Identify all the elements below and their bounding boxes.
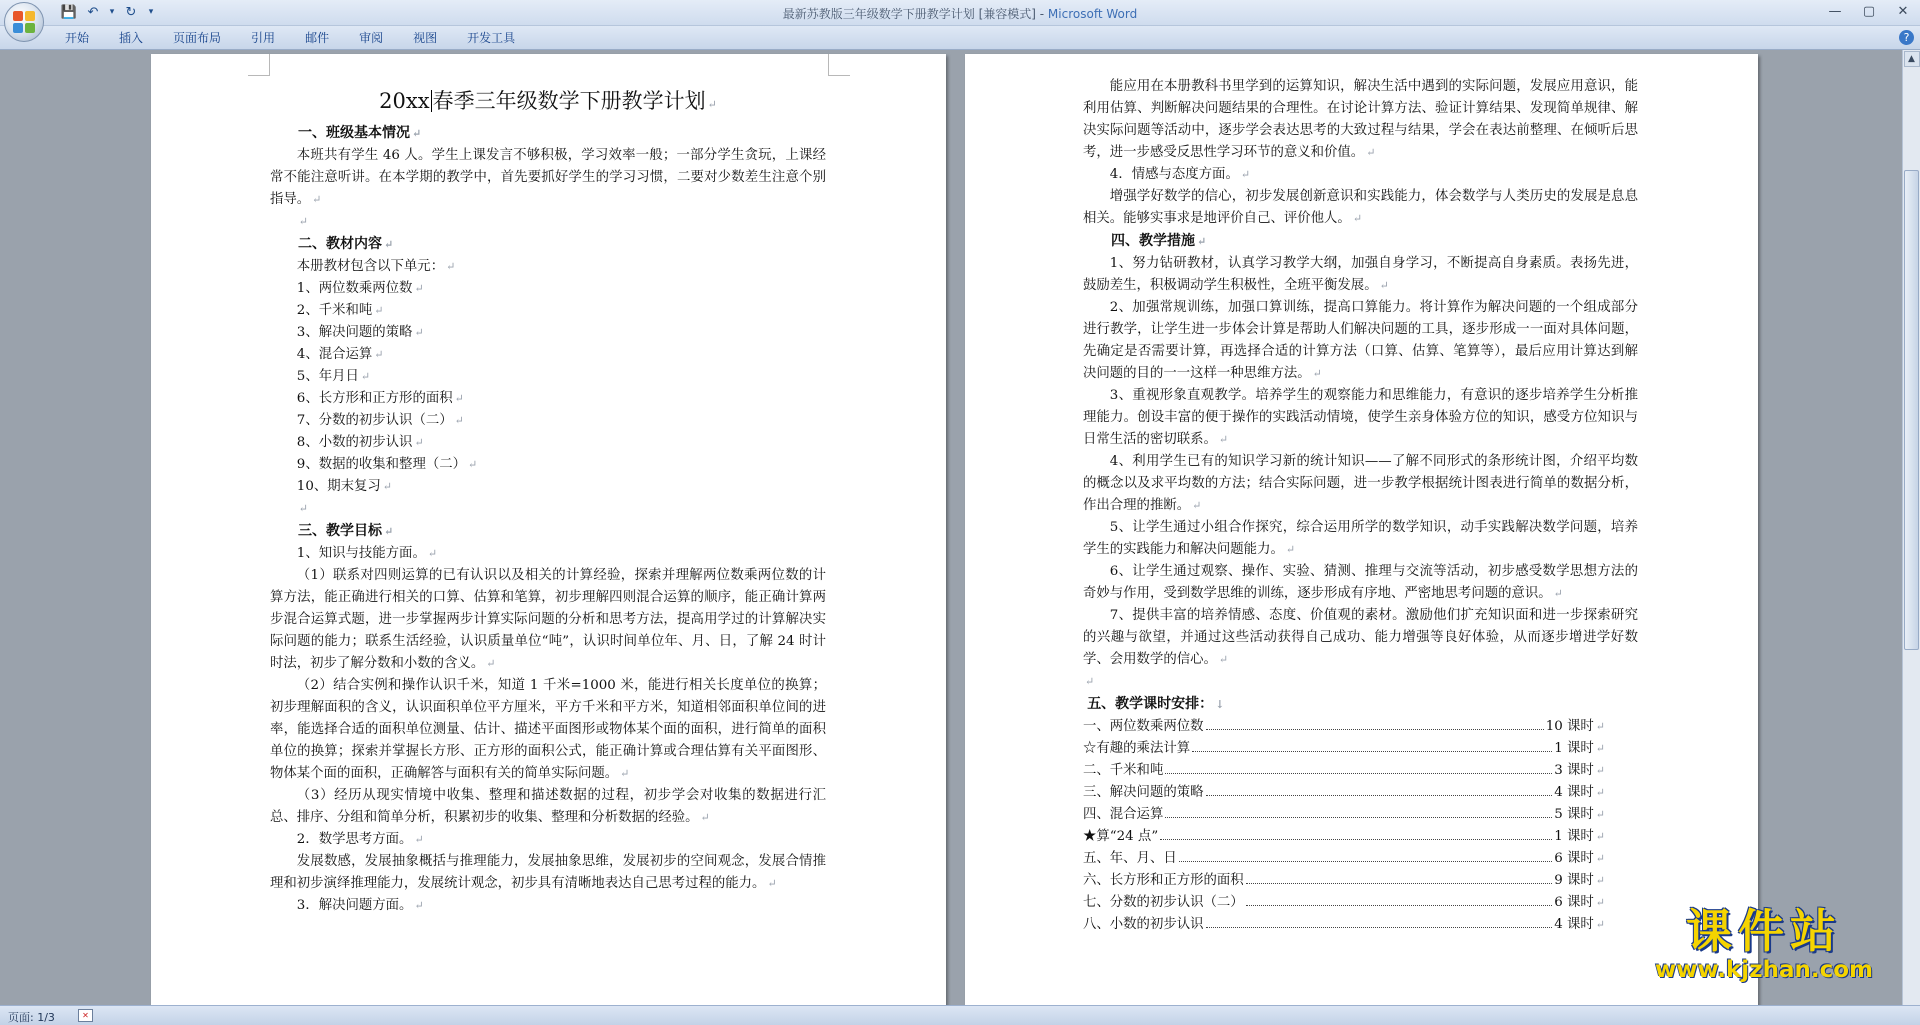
list-item: 7、提供丰富的培养情感、态度、价值观的素材。激励他们扩充知识面和进一步探索研究的兴趣与欲望，并通过这些活动获得自己成功、能力增强等良好体验，从而逐步增进学好数学、会用数学的信心。 ↵ — [1083, 608, 1638, 667]
list-item: 1、两位数乘两位数 ↵ — [296, 281, 424, 296]
page-indicator[interactable]: 页面: 1/3 — [8, 1011, 55, 1024]
document-page-1[interactable] — [151, 54, 946, 1014]
tab-page-layout[interactable]: 页面布局 — [173, 31, 222, 45]
watermark-logo — [1644, 905, 1884, 983]
heading-year: 20xx — [379, 89, 430, 113]
maximize-button[interactable]: ▢ — [1862, 3, 1876, 19]
paragraph: （2）结合实例和操作认识千米，知道 1 千米=1000 米，能进行相关长度单位的换算；初步理解面积的含义，认识面积单位平方厘米，平方千米和平方米，知道相邻面积单位间的进率，能选择合适的面积单位测量、估计、描述平面图形或物体某个面的面积，进行简单的面积单位的换算；探索并掌握长方形、正方形的面积公式，能正确计算或合理估算有关平面图形、物体某个面的面积，正确解答与面积有关的简单实际问题。 ↵ — [270, 678, 826, 781]
schedule-row: 六、长方形和正方形的面积 9 课时 ↵ — [1083, 873, 1605, 888]
minimize-button[interactable]: — — [1828, 3, 1842, 19]
tab-review[interactable]: 审阅 — [359, 31, 384, 45]
paragraph: 4．情感与态度方面。 ↵ — [1109, 167, 1251, 182]
tab-mailings[interactable]: 邮件 — [305, 31, 330, 45]
list-item: 7、分数的初步认识（二） ↵ — [296, 413, 464, 428]
tab-home[interactable]: 开始 — [65, 31, 90, 45]
undo-dropdown-icon[interactable]: ▾ — [109, 7, 115, 17]
schedule-row: 三、解决问题的策略 4 课时 ↵ — [1083, 785, 1605, 800]
empty-paragraph: ↵ — [298, 502, 309, 515]
section-heading: 一、班级基本情况 ↵ — [298, 125, 422, 141]
list-item: 8、小数的初步认识 ↵ — [296, 435, 424, 450]
paragraph: 本册教材包含以下单元： ↵ — [296, 259, 456, 274]
customize-toolbar-icon[interactable]: ▾ — [148, 7, 154, 17]
page-1-content — [270, 84, 826, 917]
schedule-row: 七、分数的初步认识（二） 6 课时 ↵ — [1083, 895, 1605, 910]
ribbon — [0, 26, 1920, 50]
tab-developer[interactable]: 开发工具 — [467, 31, 516, 45]
paragraph: 2．数学思考方面。 ↵ — [296, 832, 424, 847]
section-heading: 三、教学目标 ↵ — [298, 523, 394, 539]
status-bar — [0, 1005, 1920, 1025]
undo-icon[interactable]: ↶ — [87, 4, 99, 20]
office-button[interactable] — [4, 2, 44, 42]
schedule-row: 八、小数的初步认识 4 课时 ↵ — [1083, 917, 1605, 932]
window-controls — [1818, 0, 1920, 22]
redo-icon[interactable]: ↻ — [125, 4, 137, 20]
list-item: 3、重视形象直观教学。培养学生的观察能力和思维能力，有意识的逐步培养学生分析推理能力。创设丰富的便于操作的实践活动情境，使学生亲身体验方位的知识，感受方位知识与日常生活的密切联系。 ↵ — [1083, 388, 1638, 447]
help-icon[interactable]: ? — [1899, 30, 1914, 45]
section-heading: 五、教学课时安排： ↓ — [1087, 696, 1225, 712]
list-item: 1、努力钻研教材，认真学习教学大纲，加强自身学习，不断提高自身素质。表扬先进，鼓励差生，积极调动学生积极性，全班平衡发展。 ↵ — [1083, 256, 1638, 293]
page-2-content — [1083, 76, 1638, 936]
empty-paragraph: ↵ — [298, 215, 309, 228]
list-item: 2、加强常规训练，加强口算训练，提高口算能力。将计算作为解决问题的一个组成部分进行教学，让学生进一步体会计算是帮助人们解决问题的工具，逐步形成一一面对具体问题，先确定是否需要计算，再选择合适的计算方法（口算、估算、笔算等），最后应用计算达到解决问题的目的一一这样一种思维方法。 ↵ — [1083, 300, 1638, 381]
schedule-row: 一、两位数乘两位数 10 课时 ↵ — [1083, 719, 1605, 734]
ribbon-tabs — [50, 30, 530, 46]
paragraph: 3．解决问题方面。 ↵ — [296, 898, 424, 913]
section-heading: 四、教学措施 ↵ — [1111, 233, 1207, 249]
heading-text: 春季三年级数学下册教学计划 — [432, 89, 706, 113]
margin-corner-mark — [248, 54, 270, 76]
document-workspace[interactable] — [0, 50, 1902, 1005]
app-name: Microsoft Word — [1047, 7, 1138, 21]
close-button[interactable]: ✕ — [1897, 3, 1909, 19]
document-title: 最新苏教版三年级数学下册教学计划 [兼容模式] - — [782, 7, 1048, 21]
list-item: 6、长方形和正方形的面积 ↵ — [296, 391, 464, 406]
list-item: 9、数据的收集和整理（二） ↵ — [296, 457, 478, 472]
tab-insert[interactable]: 插入 — [119, 31, 144, 45]
paragraph: 本班共有学生 46 人。学生上课发言不够积极，学习效率一般；一部分学生贪玩，上课经常不能注意听讲。在本学期的教学中，首先要抓好学生的学习习惯，二要对少数差生注意个别指导。 ↵ — [270, 148, 826, 207]
schedule-row: 二、千米和吨 3 课时 ↵ — [1083, 763, 1605, 778]
list-item: 10、期末复习 ↵ — [296, 479, 393, 494]
document-heading: 20xx 春季三年级数学下册教学计划 ↵ — [379, 89, 717, 113]
section-heading: 二、教材内容 ↵ — [298, 236, 394, 252]
watermark-name: 课件站 — [1686, 904, 1842, 958]
scroll-up-icon[interactable]: ▲ — [1904, 51, 1920, 67]
watermark-url: www.kjzhan.com — [1655, 957, 1873, 983]
vertical-scrollbar[interactable] — [1902, 50, 1920, 1005]
margin-corner-mark — [828, 54, 850, 76]
paragraph: 1、知识与技能方面。 ↵ — [296, 546, 438, 561]
schedule-row: 五、年、月、日 6 课时 ↵ — [1083, 851, 1605, 866]
paragraph: 发展数感，发展抽象概括与推理能力，发展抽象思维，发展初步的空间观念，发展合情推理和初步演绎推理能力，发展统计观念，初步具有清晰地表达自己思考过程的能力。 ↵ — [270, 854, 826, 891]
text-cursor — [431, 90, 432, 112]
empty-paragraph: ↵ — [1085, 675, 1095, 688]
list-item: 4、利用学生已有的知识学习新的统计知识——了解不同形式的条形统计图，介绍平均数的概念以及求平均数的方法；结合实际问题，进一步教学根据统计图表进行简单的数据分析，作出合理的推断。 ↵ — [1083, 454, 1638, 513]
list-item: 5、年月日 ↵ — [296, 369, 371, 384]
scrollbar-thumb[interactable] — [1904, 170, 1919, 650]
schedule-row: ☆有趣的乘法计算 1 课时 ↵ — [1083, 741, 1605, 756]
list-item: 6、让学生通过观察、操作、实验、猜测、推理与交流等活动，初步感受数学思想方法的奇妙与作用，受到数学思维的训练，逐步形成有序地、严密地思考问题的意识。 ↵ — [1083, 564, 1638, 601]
office-logo-icon — [13, 11, 35, 33]
tab-view[interactable]: 视图 — [413, 31, 438, 45]
list-item: 3、解决问题的策略 ↵ — [296, 325, 424, 340]
schedule-row: 四、混合运算 5 课时 ↵ — [1083, 807, 1605, 822]
list-item: 5、让学生通过小组合作探究，综合运用所学的数学知识，动手实践解决数学问题，培养学生的实践能力和解决问题能力。 ↵ — [1083, 520, 1638, 557]
proofing-icon[interactable]: ✕ — [78, 1009, 93, 1022]
paragraph: （3）经历从现实情境中收集、整理和描述数据的过程，初步学会对收集的数据进行汇总、排序、分组和简单分析，积累初步的收集、整理和分析数据的经验。 ↵ — [270, 788, 826, 825]
document-page-2[interactable] — [965, 54, 1758, 1014]
paragraph: 增强学好数学的信心，初步发展创新意识和实践能力，体会数学与人类历史的发展是息息相关。能够实事求是地评价自己、评价他人。 ↵ — [1083, 189, 1638, 226]
list-item: 4、混合运算 ↵ — [296, 347, 384, 362]
save-icon[interactable]: 💾 — [60, 4, 78, 20]
paragraph: 能应用在本册教科书里学到的运算知识，解决生活中遇到的实际问题，发展应用意识，能利用估算、判断解决问题结果的合理性。在讨论计算方法、验证计算结果、发现简单规律、解决实际问题等活动中，逐步学会表达思考的大致过程与结果，学会在表达前整理、在倾听后思考，进一步感受反思性学习环节的意义和价值。 ↵ — [1083, 79, 1638, 160]
list-item: 2、千米和吨 ↵ — [296, 303, 384, 318]
schedule-row: ★算“24 点” 1 课时 ↵ — [1083, 829, 1605, 844]
tab-references[interactable]: 引用 — [251, 31, 276, 45]
window-title — [0, 5, 1920, 22]
paragraph: （1）联系对四则运算的已有认识以及相关的计算经验，探索并理解两位数乘两位数的计算方法，能正确进行相关的口算、估算和笔算，初步理解四则混合运算的顺序，能正确计算两步混合运算式题，进一步掌握两步计算实际问题的分析和思考方法，提高用学过的计算解决实际问题的能力；联系生活经验，认识质量单位“吨”，认识时间单位年、月、日，了解 24 时计时法，初步了解分数和小数的含义。 ↵ — [270, 568, 826, 671]
title-bar — [0, 0, 1920, 26]
schedule-table — [1083, 716, 1605, 936]
